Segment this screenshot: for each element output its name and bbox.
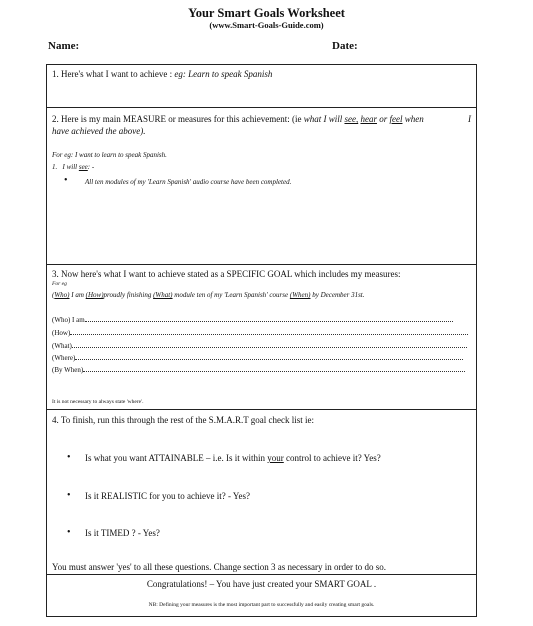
bullet-icon: • [67,490,71,501]
section-1-box [46,64,477,108]
timed-question: Is it TIMED ? - Yes? [85,528,160,538]
nb-note: NB: Defining your measures is the most important part to successfully and easily creating smart goals. [148,602,375,608]
date-label: Date: [332,40,358,52]
bullet-icon: • [67,527,71,538]
section-4-footer: You must answer 'yes' to all these questions. Change section 3 as necessary in order to do so. [52,562,387,572]
section-2-heading-line2: have achieved the above). [52,126,146,136]
section-2-list-item: 1. I will see: - [52,163,95,171]
section-2-heading: 2. Here is my main MEASURE or measures for this achievement: (ie what I will see, hear or feel when [52,114,424,124]
section-3-note: It is not necessary to always state 'where'. [52,399,144,405]
where-field[interactable]: (Where) [52,354,463,362]
by-when-field[interactable]: (By When) [52,366,465,374]
section-3-heading: 3. Now here's what I want to achieve stated as a SPECIFIC GOAL which includes my measures: [52,269,401,279]
section-2-example-intro: For eg: I want to learn to speak Spanish. [52,151,167,159]
section-4-box [46,410,477,575]
attainable-question: Is what you want ATTAINABLE – i.e. Is it within your control to achieve it? Yes? [85,453,381,463]
how-field[interactable]: (How) [52,329,468,337]
what-field[interactable]: (What) [52,342,467,350]
section-2-heading-end: I [468,114,471,124]
page-title: Your Smart Goals Worksheet [188,6,345,20]
section-1-heading: 1. Here's what I want to achieve : eg: Learn to speak Spanish [52,69,273,79]
bullet-icon: • [67,452,71,463]
who-field[interactable]: (Who) I am [52,316,453,324]
section-4-heading: 4. To finish, run this through the rest of the S.M.A.R.T goal check list ie: [52,415,315,425]
congrats-box [46,575,477,617]
section-2-bullet-text: All ten modules of my 'Learn Spanish' audio course have been completed. [85,178,292,186]
name-label: Name: [48,40,80,52]
realistic-question: Is it REALISTIC for you to achieve it? - Yes? [85,491,250,501]
bullet-icon: • [64,175,68,186]
section-3-for-eg: For eg [52,281,67,287]
section-2-box [46,108,477,265]
section-3-box [46,265,477,410]
source-url: (www.Smart-Goals-Guide.com) [209,20,324,30]
section-3-example: (Who) I am (How)proudly finishing (What) module ten of my 'Learn Spanish' course (When) by December 31st. [52,291,365,299]
congrats-text: Congratulations! – You have just created your SMART GOAL . [146,579,377,589]
